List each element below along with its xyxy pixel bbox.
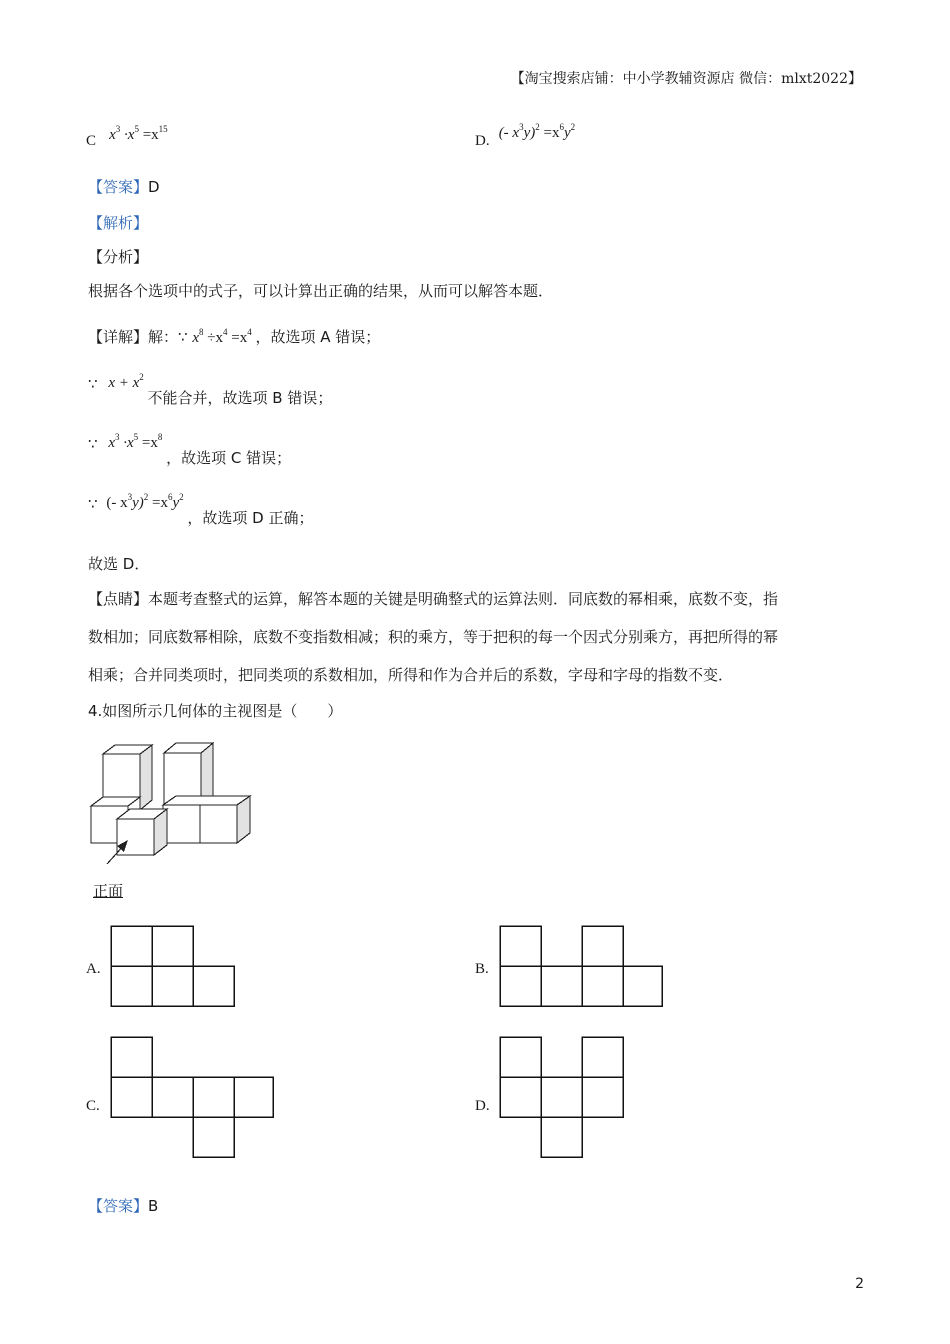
q3-detail-line-d: ∵ (- $x^3y)^2 =x^6y^2$ ，故选项 D 正确； <box>88 492 314 527</box>
solid-figure <box>85 740 260 865</box>
option-d-expression: (- $x^3y)^2 =x^6y^2$ <box>498 122 576 141</box>
q3-detail-line-c: ∵ $x^3 \cdot x^5 =x^8$ ，故选项 C 错误； <box>88 432 292 467</box>
detail-a-expression: $x^8 \div x^4 =x^4$ <box>192 327 252 346</box>
q3-comment-line2: 数相加；同底数幂相除，底数不变指数相减；积的乘方，等于把积的每一个因式分别乘方，再把所得的幂 <box>88 628 779 646</box>
q4-option-d-figure <box>499 1036 625 1160</box>
detail-tag: 【详解】 <box>88 328 149 346</box>
q3-fenxi-tag: 【分析】 <box>88 248 149 266</box>
option-d-label: D. <box>475 133 490 149</box>
page-header: 【淘宝搜索店铺：中小学教辅资源店 微信：mlxt2022】 <box>510 71 862 87</box>
detail-b-expression: $x + x^2$ <box>108 372 144 391</box>
q4-stem: 4.如图所示几何体的主视图是（ ） <box>88 702 343 720</box>
q4-option-d-label: D. <box>475 1098 490 1114</box>
detail-c-expression: $x^3 \cdot x^5 =x^8$ <box>108 432 163 451</box>
option-c-row <box>86 124 168 149</box>
detail-d-expression: (- $x^3y)^2 =x^6y^2$ <box>106 492 184 511</box>
q3-comment-line3: 相乘；合并同类项时，把同类项的系数相加，所得和作为合并后的系数，字母和字母的指数不变． <box>88 666 734 684</box>
q3-detail-line-a: 【详解】解：∵ $x^8 \div x^4 =x^4$ ，故选项 A 错误； <box>88 327 381 346</box>
page-number: 2 <box>855 1276 864 1292</box>
q4-answer: 【答案】B <box>88 1197 159 1215</box>
q4-option-b-figure <box>499 925 666 1008</box>
q4-option-a-label: A. <box>86 961 101 977</box>
q4-option-b-label: B. <box>475 961 489 977</box>
q3-comment-line1: 【点睛】本题考查整式的运算，解答本题的关键是明确整式的运算法则．同底数的幂相乘，底数不变，指 <box>88 590 779 608</box>
q4-option-a-figure <box>110 925 236 1008</box>
front-view-label: 正面 <box>93 882 124 900</box>
q4-option-c-figure <box>110 1036 277 1160</box>
option-d-row <box>475 122 576 149</box>
q3-answer: 【答案】D <box>88 178 160 196</box>
q3-analysis-tag: 【解析】 <box>88 214 149 232</box>
q3-conclusion: 故选 D． <box>88 555 150 573</box>
q4-option-c-label: C. <box>86 1098 100 1114</box>
option-c-expression: $x^3 \cdot x^5 =x^{15}$ <box>109 124 168 143</box>
q3-fenxi-text: 根据各个选项中的式子，可以计算出正确的结果，从而可以解答本题． <box>88 282 554 300</box>
q3-detail-line-b: ∵ $x + x^2$ 不能合并，故选项 B 错误； <box>88 372 333 407</box>
option-c-label: C <box>86 133 97 149</box>
